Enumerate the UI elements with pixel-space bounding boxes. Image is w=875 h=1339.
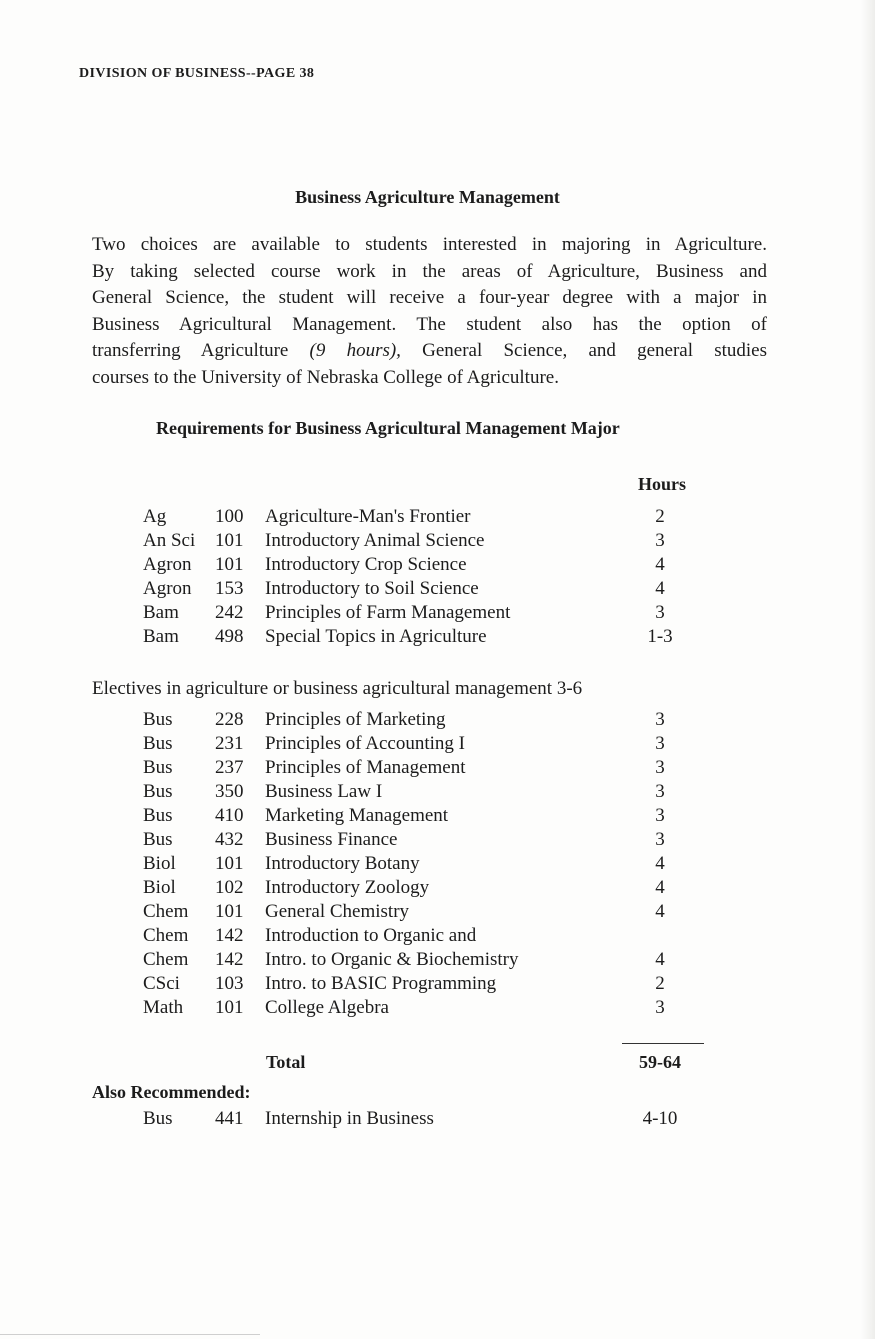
course-number: 153	[215, 578, 244, 599]
course-row	[0, 625, 875, 649]
course-hours: 3	[655, 829, 665, 850]
electives-label: Electives in agriculture or business agricultural management 3-6	[92, 678, 583, 699]
intro-text: General Science, and general studies	[400, 340, 767, 362]
course-dept: An Sci	[143, 530, 196, 551]
intro-italic-hours: (9 hours),	[309, 340, 401, 362]
course-number: 101	[215, 554, 244, 575]
course-title: Introduction to Organic and	[265, 925, 477, 946]
course-hours: 3	[655, 602, 665, 623]
course-row	[0, 577, 875, 601]
course-hours: 3	[655, 757, 665, 778]
course-dept: Bus	[143, 1108, 173, 1129]
course-number: 242	[215, 602, 244, 623]
course-dept: Bam	[143, 602, 179, 623]
course-number: 432	[215, 829, 244, 850]
course-hours: 3	[655, 805, 665, 826]
course-dept: Bus	[143, 805, 173, 826]
course-dept: CSci	[143, 973, 180, 994]
course-number: 231	[215, 733, 244, 754]
course-hours: 3	[655, 733, 665, 754]
course-row	[0, 780, 875, 804]
course-hours: 4	[655, 853, 665, 874]
scan-edge-line	[0, 1334, 260, 1335]
course-hours: 4	[655, 901, 665, 922]
course-dept: Agron	[143, 578, 192, 599]
course-row	[0, 529, 875, 553]
course-number: 228	[215, 709, 244, 730]
course-number: 101	[215, 997, 244, 1018]
running-head: DIVISION OF BUSINESS--PAGE 38	[79, 66, 315, 81]
course-dept: Chem	[143, 949, 189, 970]
course-title: Principles of Accounting I	[265, 733, 465, 754]
course-hours: 2	[655, 506, 665, 527]
course-row	[0, 852, 875, 876]
course-number: 102	[215, 877, 244, 898]
course-number: 350	[215, 781, 244, 802]
course-number: 103	[215, 973, 244, 994]
intro-line: By taking selected course work in the areas of Agriculture, Business and	[92, 260, 767, 282]
course-hours: 2	[655, 973, 665, 994]
course-row	[0, 553, 875, 577]
course-title: Special Topics in Agriculture	[265, 626, 487, 647]
course-dept: Bam	[143, 626, 179, 647]
course-dept: Chem	[143, 901, 189, 922]
course-dept: Bus	[143, 781, 173, 802]
course-row	[0, 900, 875, 924]
course-row	[0, 708, 875, 732]
course-title: Internship in Business	[265, 1108, 434, 1129]
course-dept: Bus	[143, 709, 173, 730]
intro-line: Business Agricultural Management. The student also has the option of	[92, 313, 767, 335]
course-row	[0, 828, 875, 852]
course-row	[0, 972, 875, 996]
course-number: 100	[215, 506, 244, 527]
course-number: 237	[215, 757, 244, 778]
total-label: Total	[266, 1052, 306, 1072]
course-row	[0, 924, 875, 948]
total-divider	[622, 1043, 704, 1044]
course-number: 410	[215, 805, 244, 826]
course-hours: 4	[655, 578, 665, 599]
course-title: Business Law I	[265, 781, 383, 802]
course-title: Business Finance	[265, 829, 398, 850]
course-title: Introductory to Soil Science	[265, 578, 479, 599]
intro-line: courses to the University of Nebraska College of Agriculture.	[92, 366, 559, 388]
course-dept: Math	[143, 997, 184, 1018]
course-dept: Agron	[143, 554, 192, 575]
course-hours: 4-10	[642, 1108, 678, 1129]
course-dept: Ag	[143, 506, 167, 527]
course-title: Introductory Zoology	[265, 877, 430, 898]
also-recommended-label: Also Recommended:	[92, 1082, 251, 1102]
course-dept: Chem	[143, 925, 189, 946]
total-hours: 59-64	[639, 1052, 681, 1072]
course-hours: 1-3	[647, 626, 673, 647]
course-hours: 3	[655, 530, 665, 551]
course-dept: Biol	[143, 877, 176, 898]
course-dept: Bus	[143, 733, 173, 754]
course-hours: 4	[655, 554, 665, 575]
intro-line	[92, 338, 767, 365]
page-edge-shadow	[861, 0, 875, 1339]
intro-line: Two choices are available to students interested in majoring in Agriculture.	[92, 234, 767, 255]
hours-column-header: Hours	[638, 474, 687, 494]
course-number: 101	[215, 901, 244, 922]
course-row	[0, 996, 875, 1020]
course-title: Principles of Management	[265, 757, 466, 778]
intro-text: transferring Agriculture	[92, 340, 310, 362]
course-title: Intro. to BASIC Programming	[265, 973, 497, 994]
course-title: Principles of Farm Management	[265, 602, 511, 623]
course-hours: 4	[655, 949, 665, 970]
course-title: General Chemistry	[265, 901, 410, 922]
course-title: Introductory Animal Science	[265, 530, 485, 551]
course-title: Introductory Crop Science	[265, 554, 467, 575]
course-hours: 3	[655, 709, 665, 730]
course-row	[0, 505, 875, 529]
course-row	[0, 756, 875, 780]
course-row	[0, 732, 875, 756]
course-row	[0, 876, 875, 900]
course-number: 101	[215, 853, 244, 874]
course-row	[0, 948, 875, 972]
course-title: Principles of Marketing	[265, 709, 446, 730]
course-title: Introductory Botany	[265, 853, 420, 874]
course-dept: Bus	[143, 757, 173, 778]
course-number: 142	[215, 949, 244, 970]
course-row	[0, 1107, 875, 1131]
course-number: 441	[215, 1108, 244, 1129]
course-number: 142	[215, 925, 244, 946]
course-hours: 3	[655, 997, 665, 1018]
course-dept: Biol	[143, 853, 176, 874]
course-row	[0, 601, 875, 625]
intro-paragraph	[92, 232, 767, 392]
section-title: Business Agriculture Management	[295, 187, 560, 207]
course-number: 498	[215, 626, 244, 647]
course-row	[0, 804, 875, 828]
course-title: Marketing Management	[265, 805, 449, 826]
course-title: College Algebra	[265, 997, 389, 1018]
course-dept: Bus	[143, 829, 173, 850]
requirements-heading: Requirements for Business Agricultural Management Major	[156, 418, 620, 438]
course-hours: 4	[655, 877, 665, 898]
course-number: 101	[215, 530, 244, 551]
course-hours: 3	[655, 781, 665, 802]
course-title: Intro. to Organic & Biochemistry	[265, 949, 519, 970]
intro-line: General Science, the student will receive a four-year degree with a major in	[92, 287, 767, 309]
course-title: Agriculture-Man's Frontier	[265, 506, 471, 527]
